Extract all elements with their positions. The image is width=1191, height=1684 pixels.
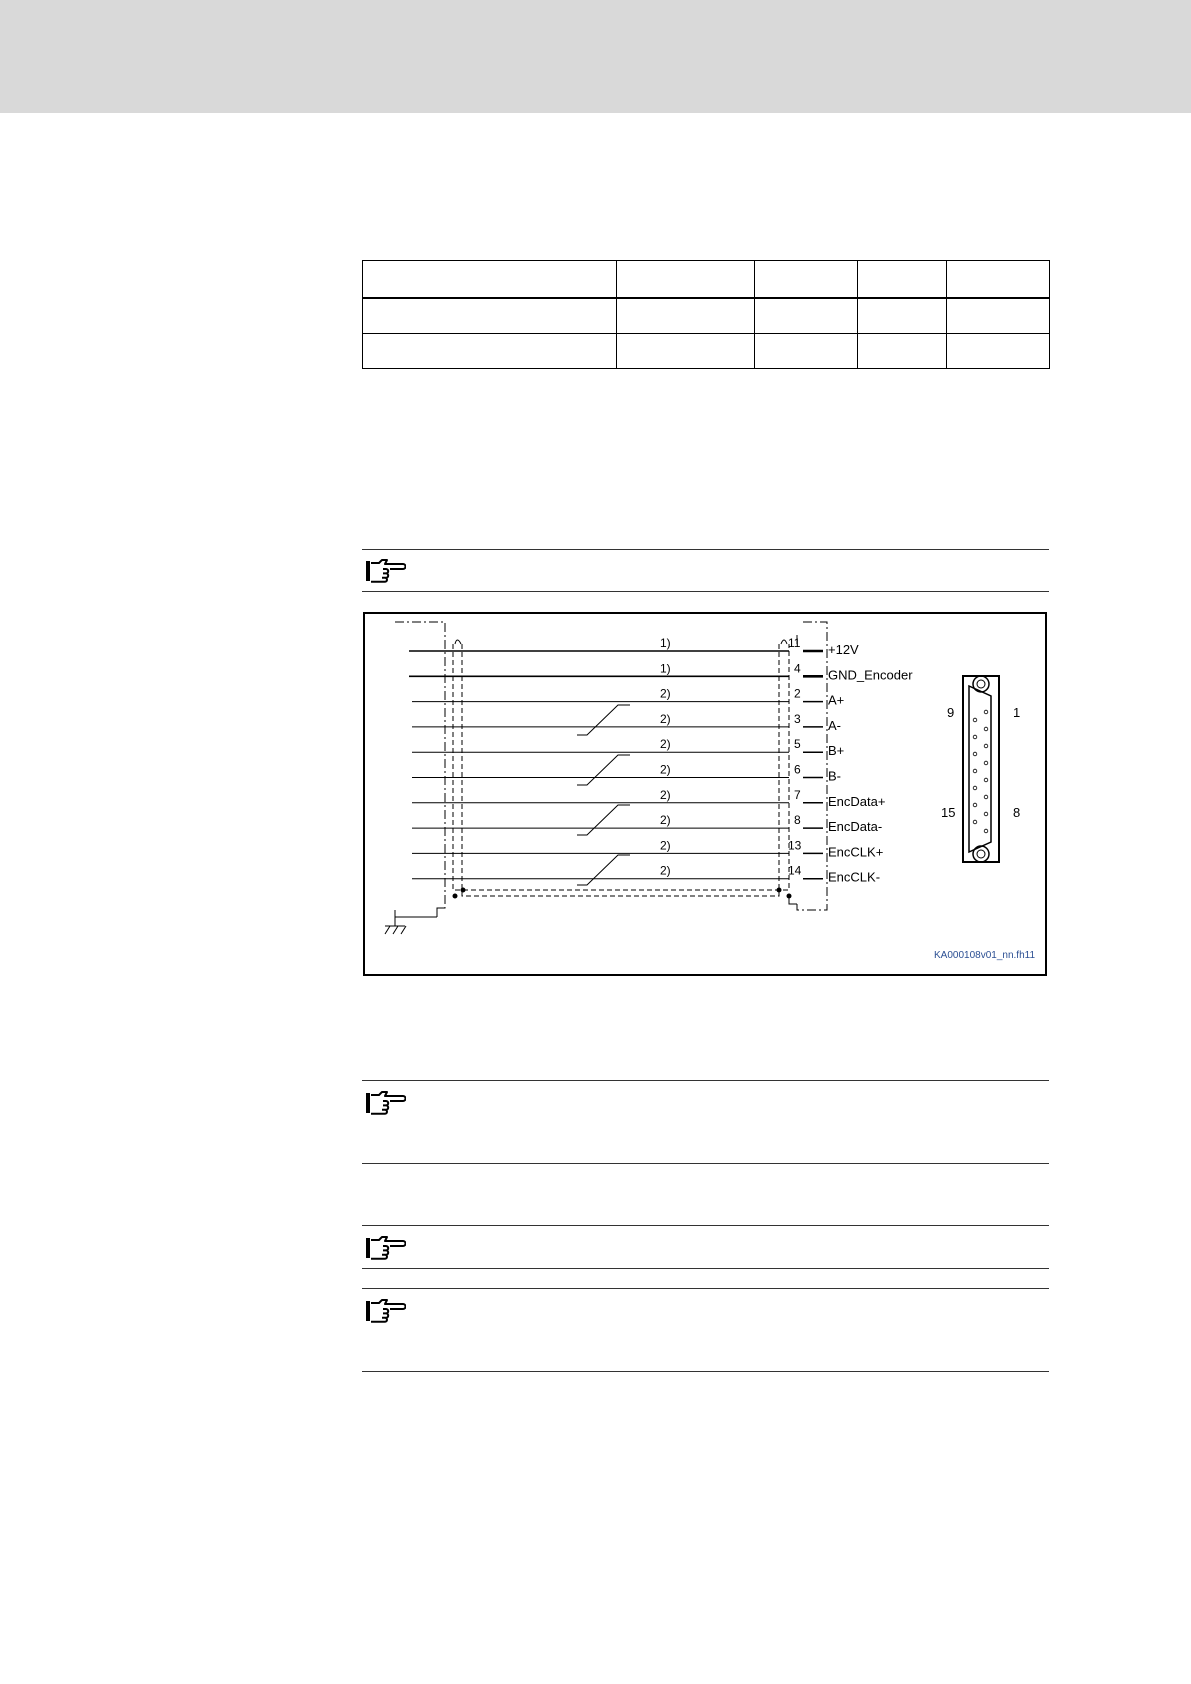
connector-label-top-left: 9 (947, 705, 955, 720)
pair-label: 2) (660, 737, 671, 752)
connector-label-bottom-left: 15 (941, 805, 956, 820)
pin-number: 4 (794, 661, 801, 676)
encoder-cable-diagram (363, 612, 1047, 976)
pin-number: 3 (794, 711, 801, 726)
pin-number: 2 (794, 686, 801, 701)
pair-label: 2) (660, 863, 671, 878)
twist-mark-a (577, 705, 630, 735)
connector-pin (973, 769, 977, 773)
table-cell (363, 261, 617, 299)
note-box-1 (362, 549, 1049, 592)
left-shield-link (437, 908, 445, 917)
note-box-2 (362, 1080, 1049, 1164)
pair-label: 2) (660, 686, 671, 701)
pair-label: 2) (660, 762, 671, 777)
connector-pin (973, 752, 977, 756)
connector-pin (973, 786, 977, 790)
spec-table (362, 260, 1050, 369)
signal-label: B+ (828, 743, 845, 759)
pin-number: 6 (794, 762, 801, 777)
table-header-row (363, 261, 1050, 299)
pair-label: 2) (660, 711, 671, 726)
pin-number: 8 (794, 813, 801, 828)
table-cell (858, 261, 947, 299)
table-cell (363, 298, 617, 334)
left-plug-outline (395, 622, 445, 908)
ground-icon (385, 910, 437, 934)
signal-label: EncData- (828, 819, 883, 835)
pair-label: 1) (660, 661, 671, 676)
shield-arcs (455, 640, 787, 644)
signal-label: EncCLK- (828, 869, 881, 885)
table-cell (947, 298, 1050, 334)
connector-pin (984, 778, 988, 782)
connector-pin (973, 718, 977, 722)
pin-number: 7 (794, 787, 801, 802)
table-cell (755, 261, 858, 299)
right-plug-outline (797, 622, 827, 910)
pointing-hand-icon (364, 1297, 406, 1325)
page-header-band (0, 0, 1191, 113)
cable-shield-inner (462, 644, 779, 896)
twist-mark-b (577, 755, 630, 785)
connector-pin (984, 744, 988, 748)
table-cell (858, 334, 947, 369)
table-cell (617, 261, 755, 299)
connector-pin (984, 829, 988, 833)
shield-dot-right-1 (777, 888, 782, 893)
signal-label: EncData+ (828, 793, 886, 809)
pair-label: 1) (660, 636, 671, 650)
shield-dot-left-1 (453, 894, 458, 899)
signal-label: GND_Encoder (828, 667, 913, 683)
table-cell (755, 298, 858, 334)
table-cell (617, 334, 755, 369)
connector-pin (984, 761, 988, 765)
pin-number: 11 (788, 636, 801, 650)
pin-number: 5 (794, 737, 801, 752)
pin-number: 13 (788, 838, 802, 853)
table-row (363, 298, 1050, 334)
connector-label-top-right: 1 (1013, 705, 1021, 720)
shield-dot-left-2 (461, 888, 466, 893)
table-cell (947, 334, 1050, 369)
signal-label: A- (828, 717, 841, 733)
note-box-4 (362, 1288, 1049, 1372)
pointing-hand-icon (364, 557, 406, 585)
note-box-3 (362, 1225, 1049, 1269)
connector-pin (984, 710, 988, 714)
connector-pin (973, 820, 977, 824)
pointing-hand-icon (364, 1234, 406, 1262)
signal-label: A+ (828, 692, 845, 708)
connector-pin (984, 795, 988, 799)
twist-mark-encdata (577, 805, 630, 835)
wiring-diagram-svg (365, 614, 1049, 978)
pair-label: 2) (660, 787, 671, 802)
pair-label: 2) (660, 838, 671, 853)
twist-mark-encclk (577, 855, 630, 885)
table-cell (858, 298, 947, 334)
connector-pin (984, 727, 988, 731)
signal-label: B- (828, 768, 841, 784)
dsub15-connector-icon (963, 676, 999, 862)
table-cell (947, 261, 1050, 299)
pair-label: 2) (660, 813, 671, 828)
table-cell (755, 334, 858, 369)
connector-label-bottom-right: 8 (1013, 805, 1021, 820)
table-row (363, 334, 1050, 369)
connector-pin (973, 735, 977, 739)
table-cell (363, 334, 617, 369)
signal-label: +12V (828, 642, 859, 657)
signal-label: EncCLK+ (828, 844, 884, 860)
table-cell (617, 298, 755, 334)
pin-number: 14 (788, 863, 802, 878)
connector-pin (973, 803, 977, 807)
figure-id: KA000108v01_nn.fh11 (934, 950, 1036, 961)
pointing-hand-icon (364, 1089, 406, 1117)
connector-pin (984, 812, 988, 816)
